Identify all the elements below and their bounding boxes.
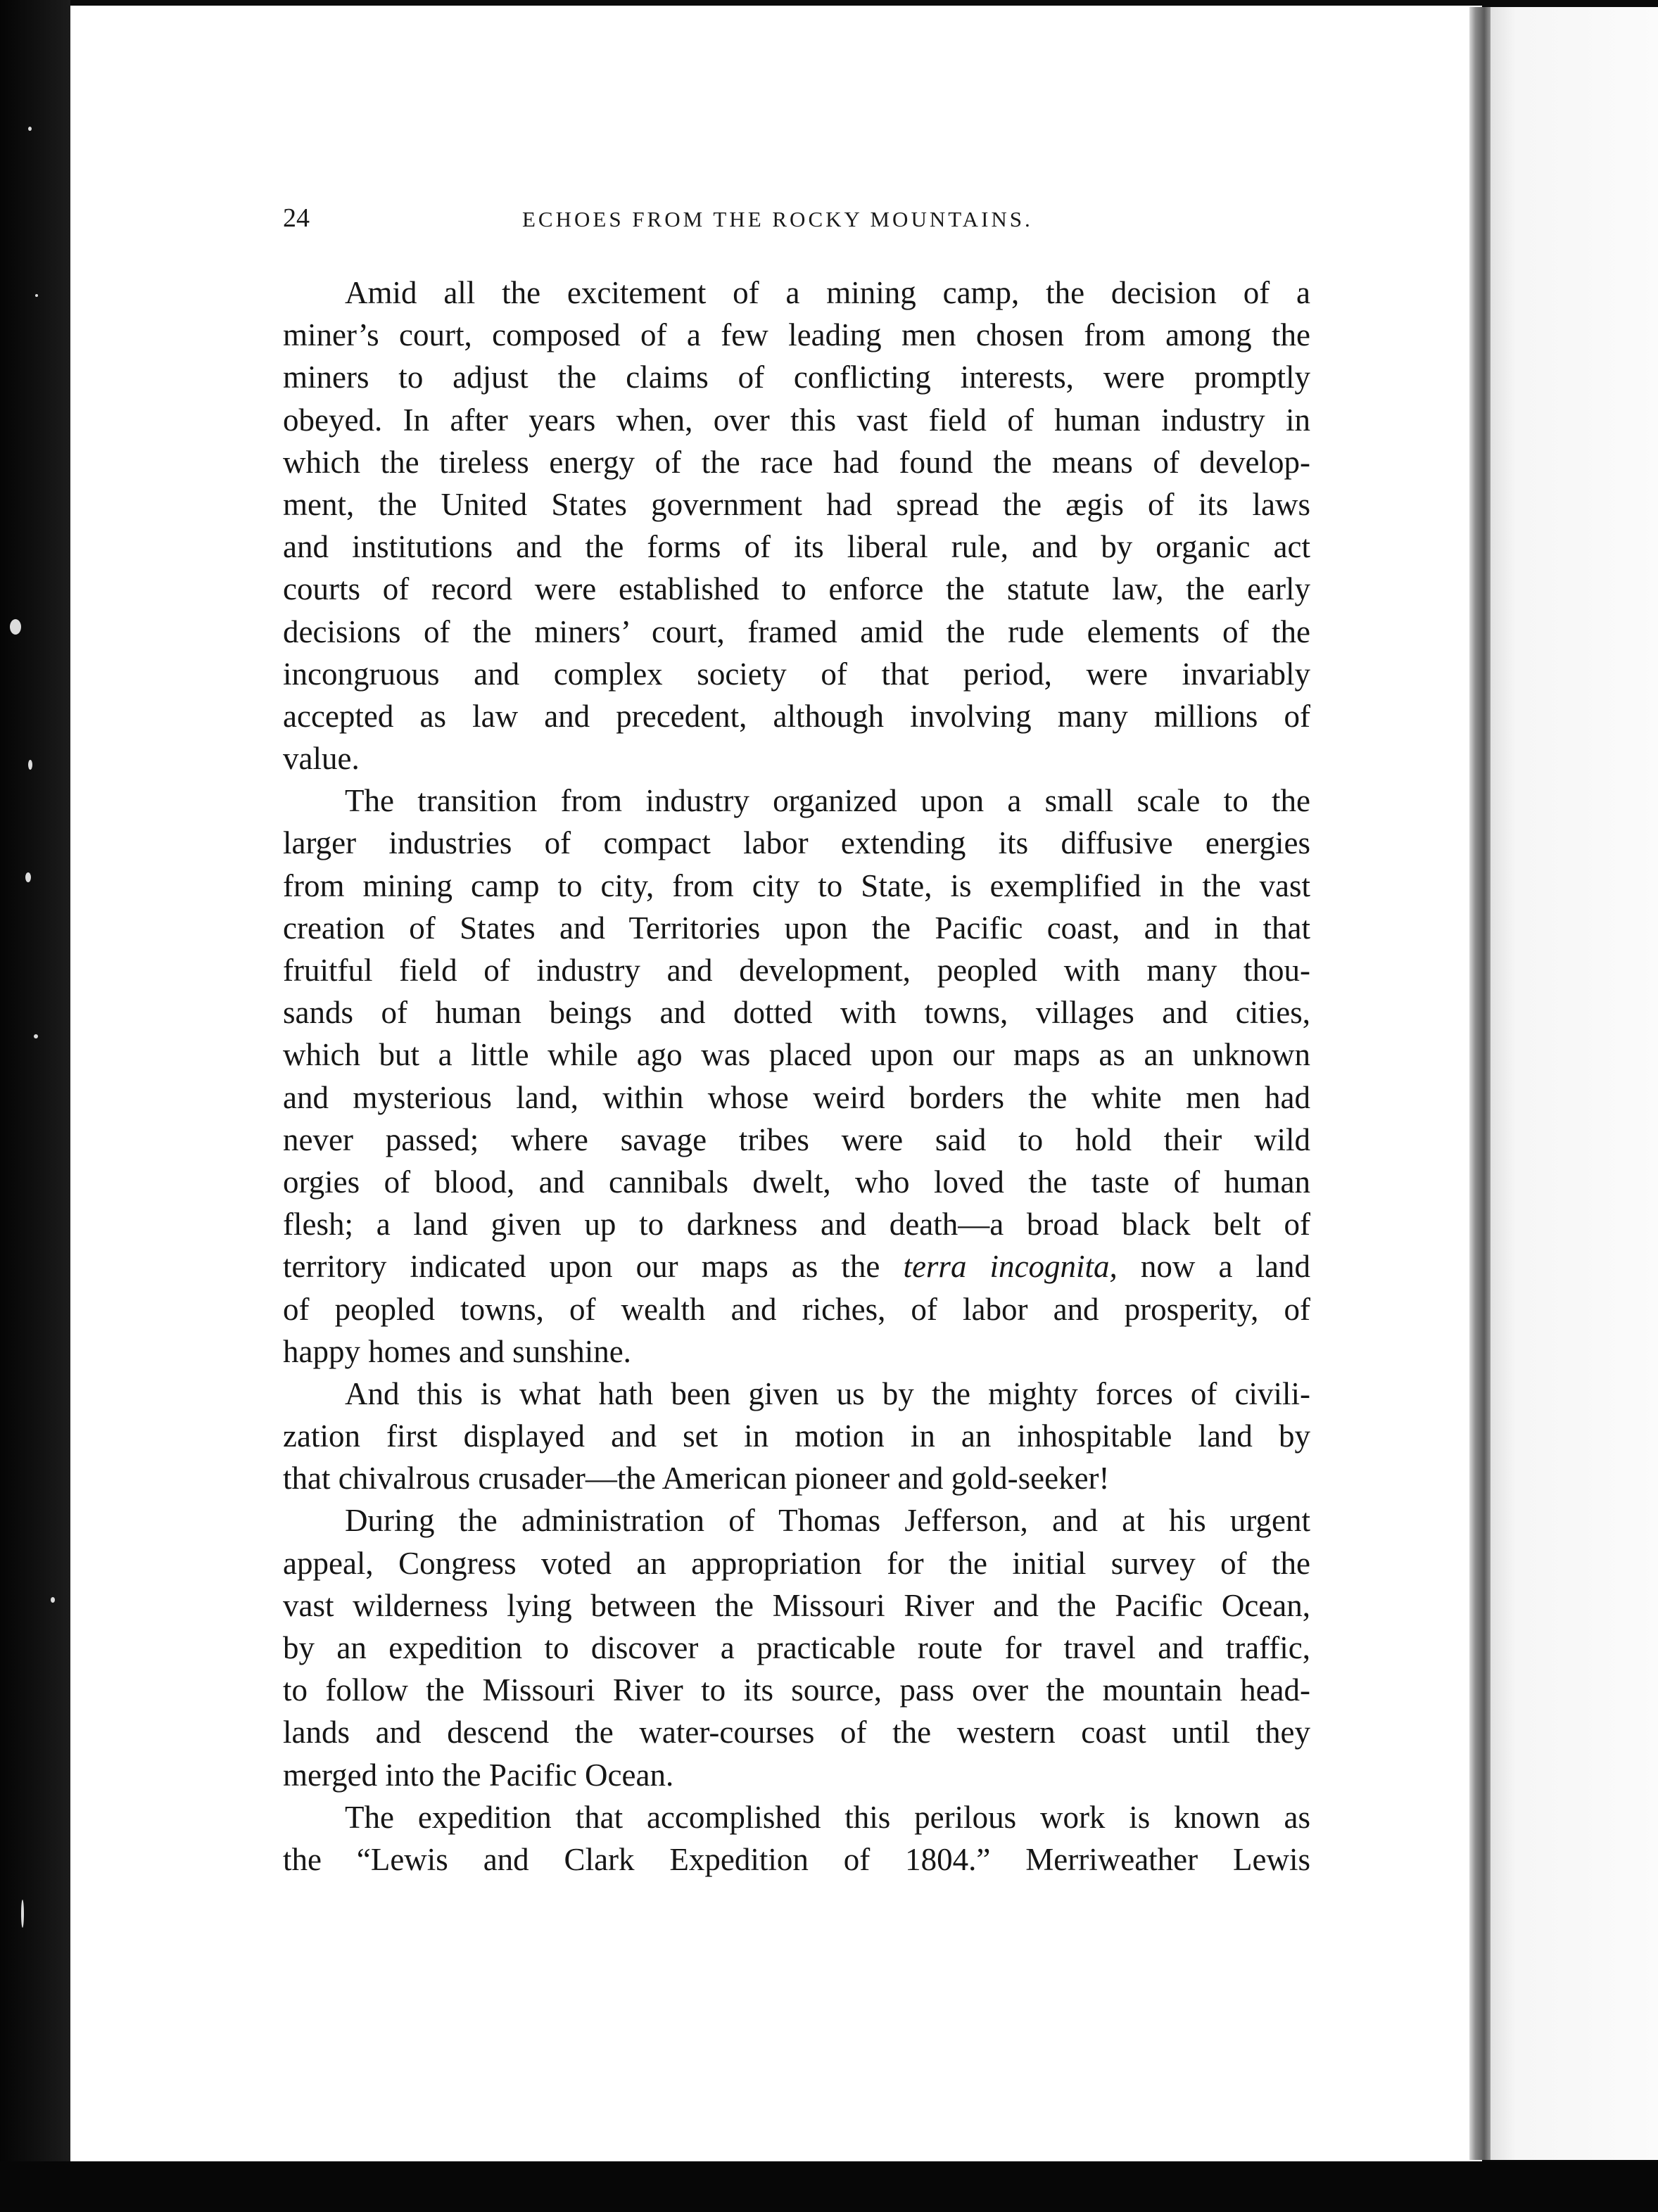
text-line: obeyed. In after years when, over this vast field of human industry in [283,402,1310,438]
dust-speck [51,1597,55,1603]
text-line: never passed; where savage tribes were said to hold their wild [283,1121,1310,1157]
text-line: accepted as law and precedent, although involving many millions of [283,698,1310,734]
paragraph [283,1796,1310,1881]
paragraph [283,272,1310,780]
text-line: The expedition that accomplished this perilous work is known as [345,1799,1310,1835]
text-line: sands of human beings and dotted with towns, villages and cities, [283,995,1310,1031]
text-line: incongruous and complex society of that period, were invariably [283,656,1310,692]
text-line: miners to adjust the claims of conflicting interests, were promptly [283,360,1310,395]
dust-speck [21,1900,24,1928]
text-line: which the tireless energy of the race had found the means of develop- [283,444,1310,480]
body-text [283,272,1310,1881]
text-line: orgies of blood, and cannibals dwelt, who loved the taste of human [283,1164,1310,1200]
text-line: from mining camp to city, from city to State, is exemplified in the vast [283,867,1310,903]
text-line: lands and descend the water-courses of the western coast until they [283,1715,1310,1750]
text-line: and institutions and the forms of its liberal rule, and by organic act [283,529,1310,565]
dust-speck [35,294,38,297]
text-line: The transition from industry organized upon a small scale to the [345,783,1310,819]
paragraph [283,1499,1310,1795]
text-line: which but a little while ago was placed upon our maps as an unknown [283,1037,1310,1073]
dust-speck [10,619,21,635]
text-line: that chivalrous crusader—the American pioneer and gold-seeker! [283,1461,1110,1496]
page-number: 24 [283,203,310,233]
text-line: zation first displayed and set in motion in an inhospitable land by [283,1418,1310,1454]
text-segment: territory indicated upon our maps as the [283,1249,904,1285]
text-line: ment, the United States government had spread the ægis of its laws [283,486,1310,522]
bottom-scan-border [0,2161,1658,2212]
text-line: vast wilderness lying between the Missouri River and the Pacific Ocean, [283,1587,1310,1623]
paragraph [283,1373,1310,1500]
page-edge-shadow [1469,7,1491,2160]
text-line: value. [283,741,360,777]
text-segment: now a land [1117,1249,1310,1285]
running-head [283,203,1324,238]
text-line: happy homes and sunshine. [283,1333,631,1369]
text-line: fruitful field of industry and development, peopled with many thou- [283,953,1310,988]
italic-phrase: terra incognita, [903,1249,1118,1285]
text-line: and mysterious land, within whose weird borders the white men had [283,1079,1310,1115]
text-line: And this is what hath been given us by the mighty forces of civili- [345,1375,1310,1411]
text-line: by an expedition to discover a practicable route for travel and traffic, [283,1630,1310,1665]
text-line: During the administration of Thomas Jefferson, and at his urgent [345,1503,1310,1539]
text-line: creation of States and Territories upon the Pacific coast, and in that [283,910,1310,946]
paragraph [283,780,1310,1373]
dust-speck [25,872,31,882]
text-line: flesh; a land given up to darkness and death—a broad black belt of [283,1207,1310,1242]
text-line: decisions of the miners’ court, framed amid the rude elements of the [283,614,1310,649]
facing-page-margin [1491,7,1658,2160]
text-line: courts of record were established to enforce the statute law, the early [283,571,1310,607]
left-binding-shadow [0,0,70,2212]
dust-speck [34,1034,38,1038]
text-line: the “Lewis and Clark Expedition of 1804.” Merriweather Lewis [283,1841,1310,1877]
text-line: larger industries of compact labor extending its diffusive energies [283,825,1310,861]
text-line: appeal, Congress voted an appropriation for the initial survey of the [283,1545,1310,1581]
text-line: to follow the Missouri River to its source, pass over the mountain head- [283,1672,1310,1708]
text-line: merged into the Pacific Ocean. [283,1757,674,1793]
text-line: Amid all the excitement of a mining camp, the decision of a [345,275,1310,310]
page-heading: ECHOES FROM THE ROCKY MOUNTAINS. [522,207,1033,231]
text-line-with-italic [283,1245,1310,1288]
dust-speck [28,127,32,131]
text-line: of peopled towns, of wealth and riches, of labor and prosperity, of [283,1291,1310,1327]
dust-speck [28,760,32,770]
text-line: miner’s court, composed of a few leading men chosen from among the [283,317,1310,353]
